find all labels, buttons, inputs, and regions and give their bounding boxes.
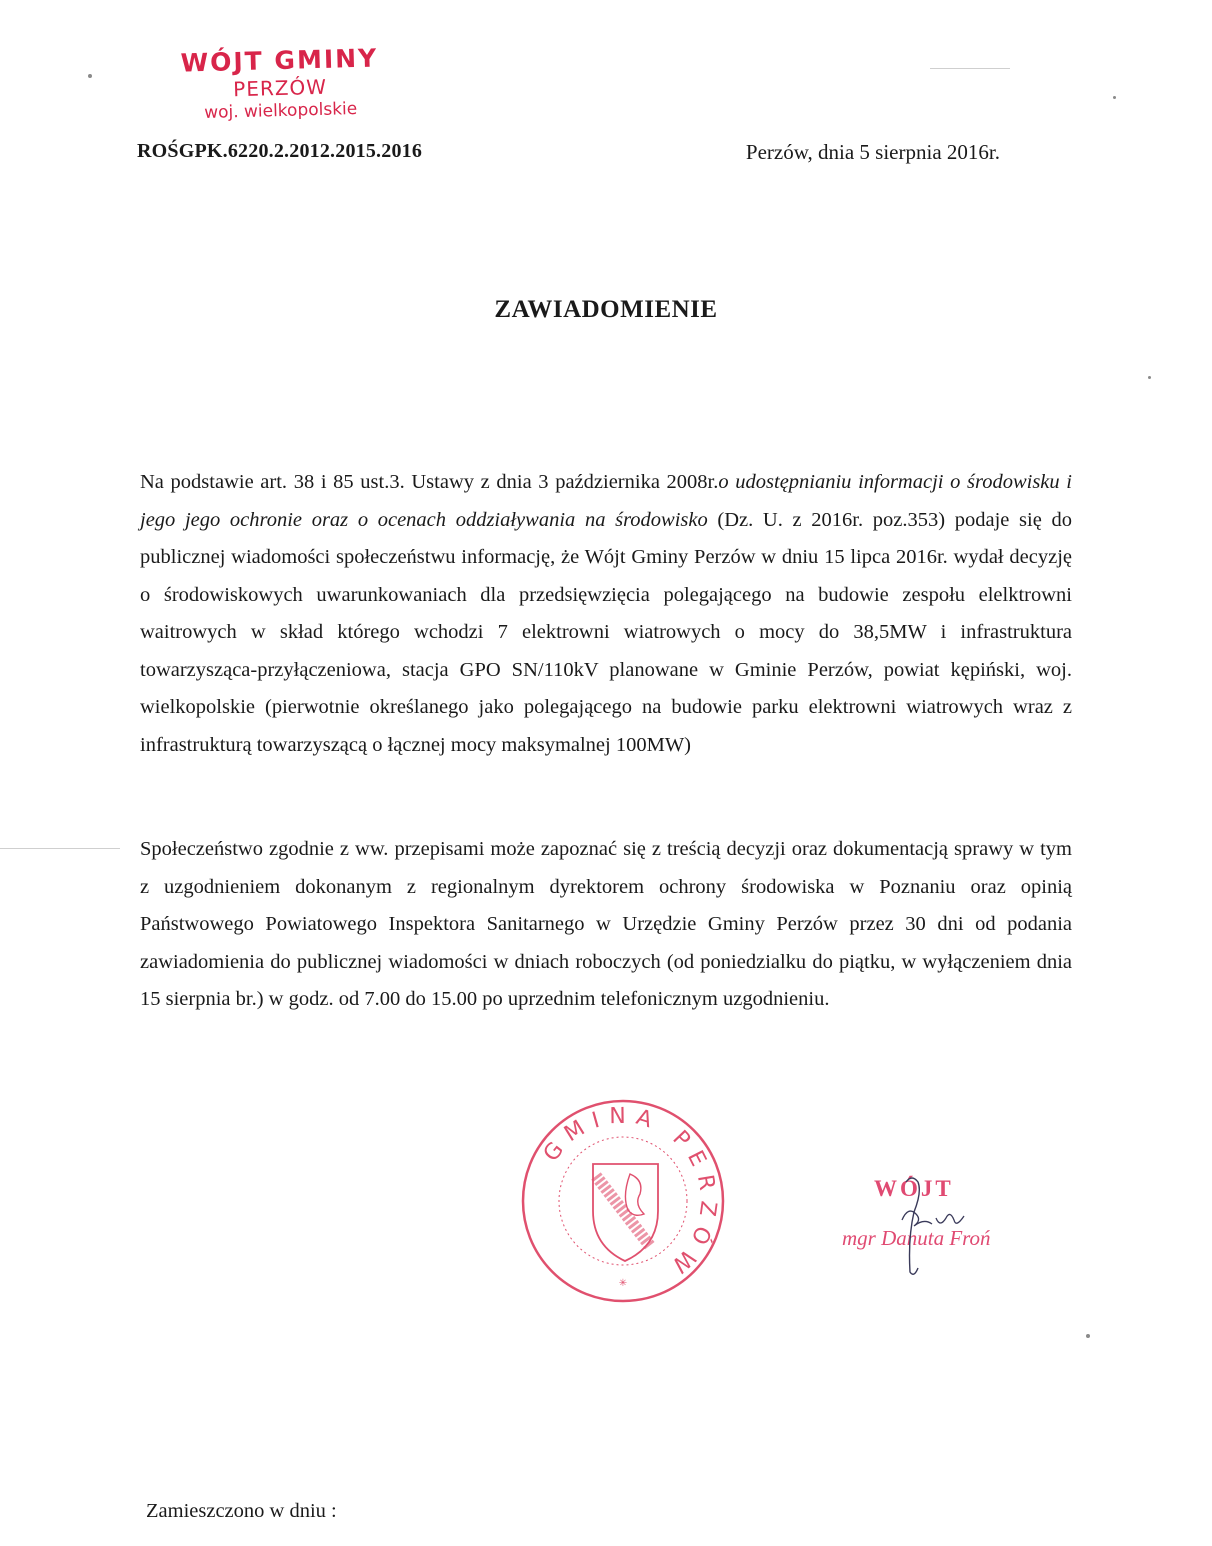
scan-line (930, 68, 1010, 69)
round-seal (518, 1096, 728, 1306)
signature-block (836, 1170, 1056, 1280)
paragraph-legal-basis-intro: Na podstawie art. 38 i 85 ust.3. Ustawy z dnia 3 października 2008r. (140, 471, 719, 493)
stamp-line-municipality: PERZÓW (232, 74, 328, 102)
signatory-name: mgr Danuta Froń (842, 1226, 991, 1250)
scan-speck (1086, 1334, 1090, 1338)
posted-on-note: Zamieszczono w dniu : (146, 1500, 337, 1522)
scan-line (0, 848, 120, 849)
seal-inner-ring (559, 1137, 687, 1265)
scan-speck (1148, 376, 1151, 379)
seal-text-path: GMINA PERZÓW (538, 1103, 721, 1284)
place-and-date: Perzów, dnia 5 sierpnia 2016r. (745, 140, 1000, 164)
stamp-line-office: WÓJT GMINY (180, 43, 379, 78)
seal-outer-ring (523, 1101, 723, 1301)
signatory-title: WÓJT (874, 1176, 954, 1201)
paragraph-legal-basis (140, 464, 1072, 764)
handwritten-signature-icon (836, 1170, 1056, 1280)
coat-of-arms-icon (593, 1164, 658, 1261)
office-stamp (149, 43, 411, 126)
act-title: o udostępnianiu informacji o środowisku i jego jego ochronie oraz o ocenach oddziaływania na środowisko (140, 471, 1072, 531)
document-title: ZAWIADOMIENIE (494, 296, 718, 323)
paragraph-public-access: Społeczeństwo zgodnie z ww. przepisami może zapoznać się z treścią decyzji oraz dokumentacją sprawy w tym z uzgodnieniem dokonanym z regionalnym dyrektorem ochrony środowiska w Poznaniu oraz opinią Państwowego Powiatowego Inspektora Sanitarnego w Urzędzie Gminy Perzów przez 30 dni od podania zawiadomienia do publicznej wiadomości w dniach roboczych (od poniedzialku do piątku, w wyłączeniem dnia 15 sierpnia br.) w godz. od 7.00 do 15.00 po uprzednim telefonicznym uzgodnieniu. (140, 838, 1072, 1010)
paragraph-legal-basis-body: (Dz. U. z 2016r. poz.353) podaje się do publicznej wiadomości społeczeństwu informację, że Wójt Gminy Perzów w dniu 15 lipca 2016r. wydał decyzję o środowiskowych uwarunkowaniach dla przedsięwzięcia polegającego na budowie zespołu elelktrowni waitrowych w skład którego wchodzi 7 elektrowni wiatrowych o mocy do 38,5MW i infrastruktura towarzysząca-przyłączeniowa, stacja GPO SN/110kV planowane w Gminie Perzów, powiat kępiński, woj. wielkopolskie (pierwotnie określanego jako polegającego na budowie parku elektrowni wiatrowych wraz z infrastrukturą towarzyszącą o łącznej mocy maksymalnej 100MW) (140, 508, 1072, 756)
stamp-line-province: woj. wielkopolskie (203, 98, 358, 123)
reference-number: ROŚGPK.6220.2.2012.2015.2016 (137, 140, 423, 162)
seal-star-icon: ✳ (618, 1278, 628, 1289)
scan-speck (1113, 96, 1116, 99)
scan-speck (88, 74, 92, 78)
